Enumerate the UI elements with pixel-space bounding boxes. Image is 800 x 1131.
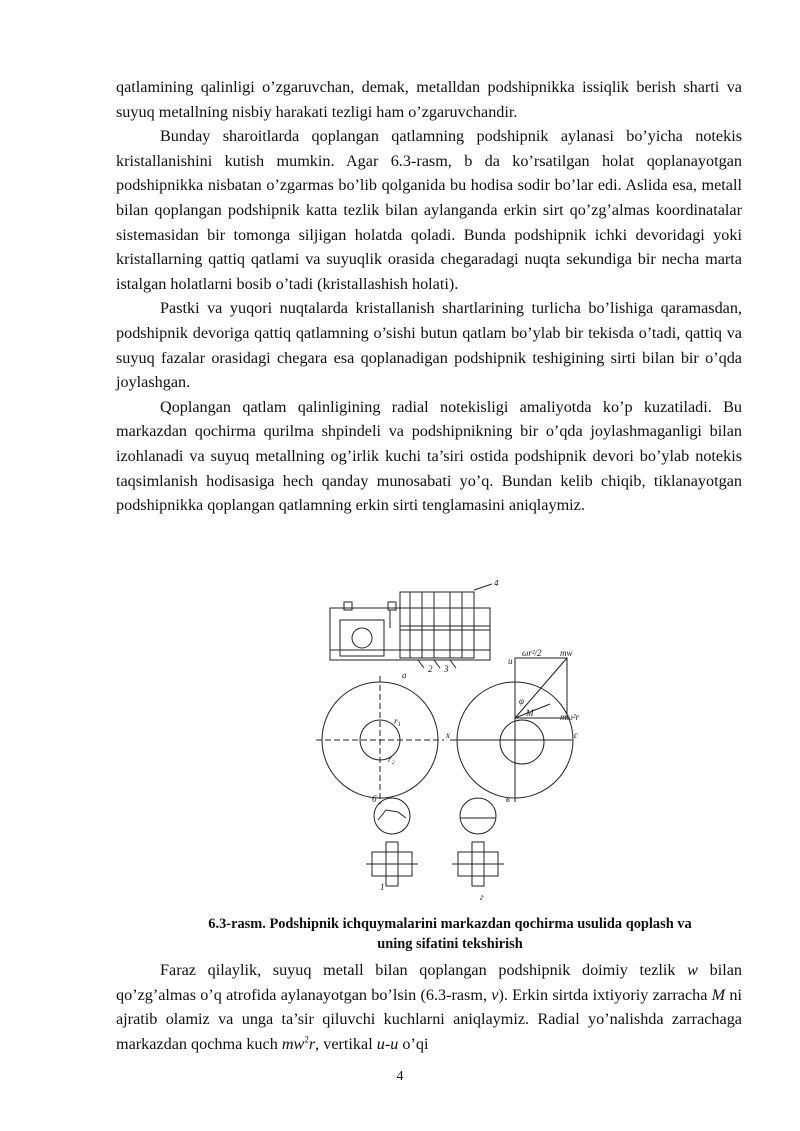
paragraph-3: Pastki va yuqori nuqtalarda kristallanish shartlarining turlicha bo’lishiga qaramasdan, podshipnik devoriga qattiq qatlamning o’sishi butun qatlam bo’ylab bir tekisda o’tadi, qattiq va suyuq fazalar orasidagi chegara esa qoplanadigan podshipnik teshigining sirti bilan bir o’qda joylashgan. (116, 299, 742, 392)
var-M: M (711, 985, 726, 1004)
figure-6-3 (310, 580, 592, 905)
text-run: Faraz qilaylik, suyuq metall bilan qoplangan podshipnik doimiy tezlik (160, 961, 688, 979)
small-disc-left (374, 798, 410, 834)
page-number: 4 (396, 1069, 404, 1084)
paragraph-1: qatlamining qalinligi o’zgaruvchan, demak, metalldan podshipnikka issiqlik berish sharti va suyuq metallning nisbiy harakati tezligi ham o’zgaruvchandir. (116, 78, 742, 121)
label-3: 3 (444, 664, 449, 674)
caption-line-2: uning sifatini tekshirish (377, 936, 523, 952)
label-b: б (372, 794, 377, 804)
label-x: x (446, 730, 450, 740)
caption-line-1: 6.3-rasm. Podshipnik ichquymalarini markazdan qochirma usulida qoplash va (208, 916, 692, 932)
label-omega-r: ωr²/2 (522, 648, 542, 658)
label-c: c (574, 730, 578, 740)
label-M: M (526, 708, 534, 718)
label-phi: φ (519, 696, 524, 706)
small-disc-right (460, 798, 496, 834)
paragraph-4: Qoplangan qatlam qalinligining radial notekisligi amaliyotda ko’p kuzatiladi. Bu markazdan qochirma qurilma shpindeli va podshipnikning bir o’qda joylashmaganligi bilan izohlanadi va suyuq metallning og’irlik kuchi ta’siri ostida podshipnik devori bo’ylab notekis taqsimlanish hodisasiga hech qanday munosabati yo’q. Bundan kelib chiqib, tiklanayotgan podshipnikka qoplangan qatlamning erkin sirti tenglamasini aniqlaymiz. (116, 397, 742, 515)
var-w: w (687, 961, 698, 979)
bearing-cross-section-b (316, 676, 444, 804)
body-text-top (116, 75, 742, 518)
text-run: bilan qo’zg’almas o’q atrofida aylanayotgan bo’lsin (6.3-rasm, (116, 961, 742, 1004)
label-u: u (508, 656, 513, 666)
superscript-2: 2 (304, 1034, 309, 1045)
label-mw: mw (560, 648, 573, 658)
text-run: ). Erkin sirtda ixtiyoriy zarracha (498, 985, 712, 1004)
label-a: a (402, 670, 407, 680)
text-run: o’qi (398, 1034, 429, 1053)
figure-caption (160, 914, 740, 954)
label-1: 1 (380, 882, 385, 892)
label-4: 4 (494, 580, 499, 588)
var-r: r (308, 1034, 316, 1053)
label-2: 2 (428, 664, 433, 674)
paragraph-2: Bunday sharoitlarda qoplangan qatlamning podshipnik aylanasi bo’yicha notekis kristallanishini kutish mumkin. Agar 6.3-rasm, b da ko’rsatilgan holat qoplanayotgan podshipnikka nisbatan o’zgarmas bo’lib qolganida bu hodisa sodir bo’lar edi. Aslida esa, metall bilan qoplangan podshipnik katta tezlik bilan aylanganda erkin sirt qo’zg’almas koordinatalar sistemasidan bir tomonga siljigan holatda qoladi. Bunda podshipnik ichki devoridagi yoki kristallarning qattiq qatlami va suyuqlik orasida chegaradagi nuqta sekundiga bir necha marta istalgan holatlarni bosib o’tadi (kristallashish holati). (116, 127, 742, 293)
text-run: ni ajratib olamiz va unga ta’sir qiluvchi kuchlarni aniqlaymiz. Radial yo’nalishda zarrachaga markazdan qochma kuch (116, 985, 743, 1053)
label-v: в (506, 794, 510, 804)
sleeve-assembly-right (452, 842, 504, 886)
label-r2: r₂ (388, 754, 395, 764)
bearing-force-diagram-v (450, 658, 573, 802)
label-m-omega-r: mω²r (560, 712, 580, 722)
sleeve-assembly-left (366, 842, 418, 886)
body-text-bottom (116, 958, 742, 1056)
var-mw: mw (281, 1034, 305, 1053)
label-g: г (480, 892, 484, 902)
paragraph-5 (116, 958, 742, 1056)
centrifugal-machine-drawing (330, 584, 492, 668)
var-v: v (491, 985, 499, 1004)
var-u-u: u-u (376, 1034, 399, 1053)
label-r1: r₁ (394, 716, 401, 726)
text-run: , vertikal (315, 1034, 377, 1053)
